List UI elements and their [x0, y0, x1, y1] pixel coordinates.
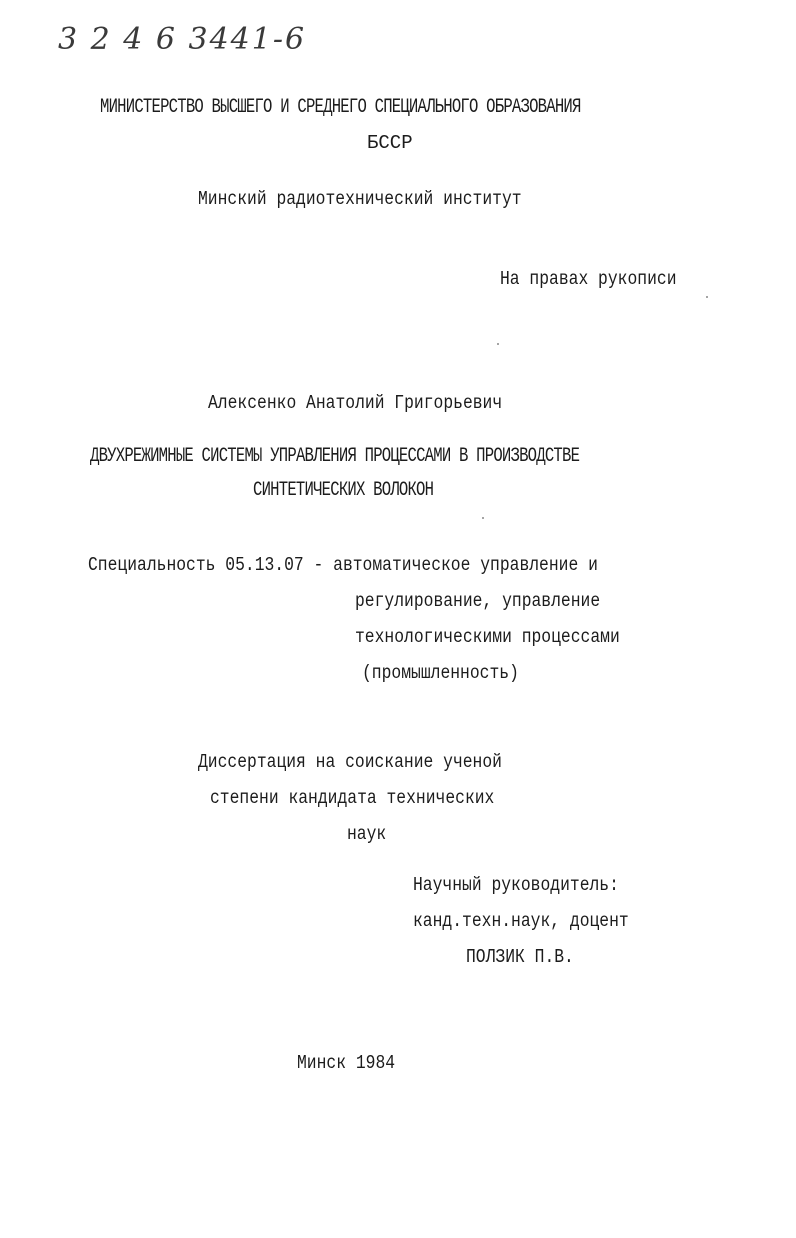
author-name: Алексенко Анатолий Григорьевич	[208, 392, 503, 414]
dissertation-field: наук	[347, 823, 387, 845]
supervisor-name: ПОЛЗИК П.В.	[466, 946, 574, 968]
archive-handwritten-mark: 3 2 4 6 3441-6	[58, 22, 307, 57]
supervisor-degree: канд.техн.наук, доцент	[413, 910, 629, 932]
dissertation-title: ДВУХРЕЖИМНЫЕ СИСТЕМЫ УПРАВЛЕНИЯ ПРОЦЕССАМИ В ПРОИЗВОДСТВЕ	[90, 445, 580, 468]
manuscript-note: На правах рукописи	[500, 268, 677, 290]
paper-speck	[482, 517, 484, 519]
place-and-year: Минск 1984	[297, 1052, 396, 1074]
specialty-code: Специальность 05.13.07 - автоматическое управление и	[88, 554, 598, 576]
paper-speck	[497, 343, 499, 345]
specialty-description-3: технологическими процессами	[355, 626, 620, 648]
institute-name: Минский радиотехнический институт	[198, 188, 522, 210]
paper-speck	[706, 296, 708, 298]
specialty-description-2: регулирование, управление	[355, 590, 601, 612]
supervisor-label: Научный руководитель:	[413, 874, 619, 896]
dissertation-title-continued: СИНТЕТИЧЕСКИХ ВОЛОКОН	[253, 479, 434, 502]
ministry-republic: БССР	[367, 132, 413, 154]
dissertation-purpose: Диссертация на соискание ученой	[198, 751, 502, 773]
dissertation-degree: степени кандидата технических	[210, 787, 495, 809]
specialty-description-4: (промышленность)	[362, 662, 519, 684]
ministry-heading: МИНИСТЕРСТВО ВЫСШЕГО И СРЕДНЕГО СПЕЦИАЛЬНОГО ОБРАЗОВАНИЯ	[100, 96, 581, 119]
